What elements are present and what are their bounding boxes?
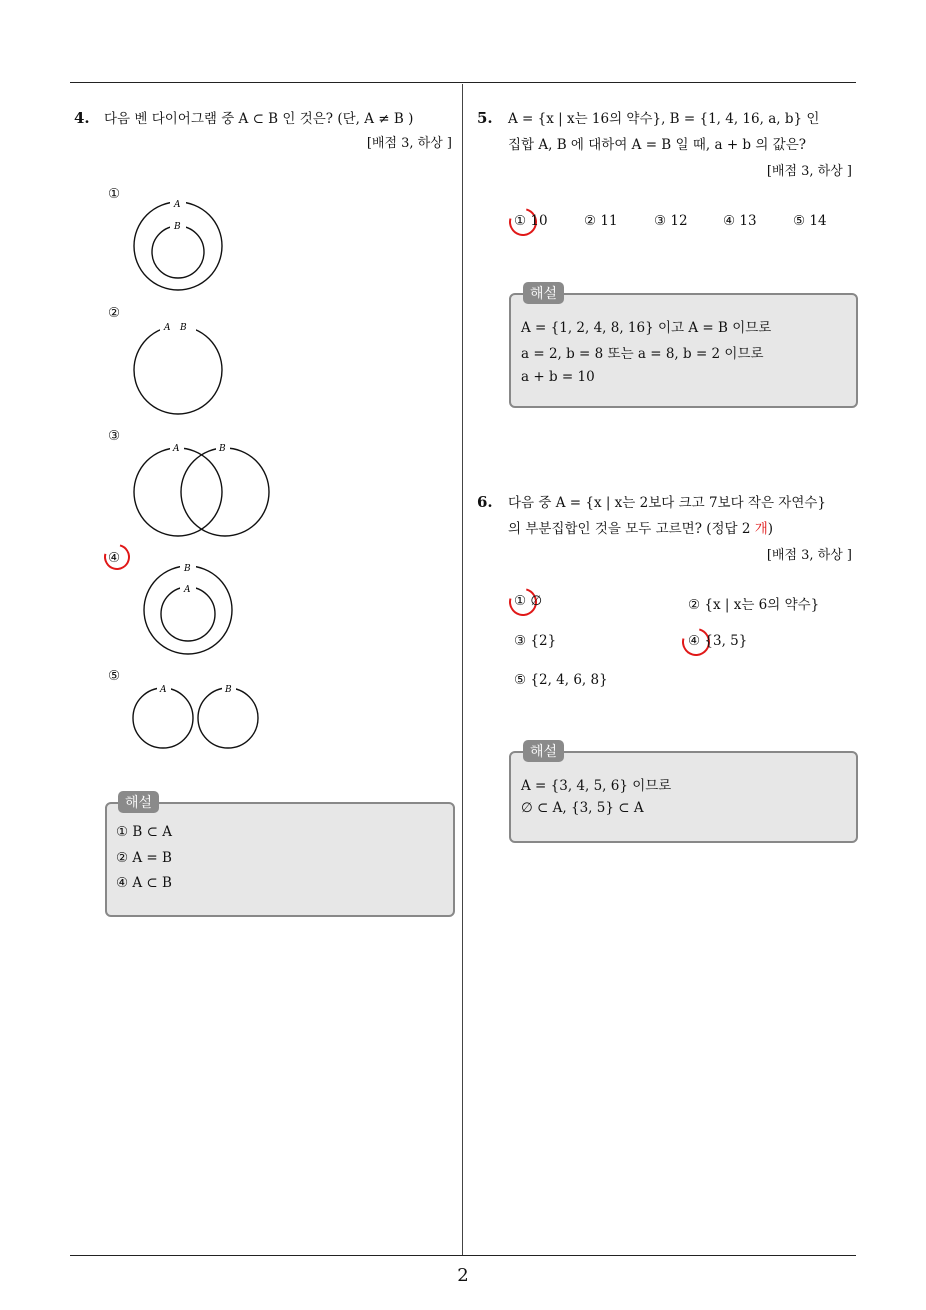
q4-option-4-label[interactable]: ④	[108, 550, 121, 566]
q6-solution-line-2: ∅ ⊂ A, {3, 5} ⊂ A	[521, 800, 644, 816]
q4-option-2-label[interactable]: ②	[108, 305, 121, 321]
q4-answer-mark	[99, 539, 135, 575]
q5-solution-line-3: a + b = 10	[521, 369, 595, 385]
q5-solution-line-2: a = 2, b = 8 또는 a = 8, b = 2 이므로	[521, 346, 764, 362]
q6-line-2-post: )	[767, 521, 774, 537]
q4-solution-tag: 해설	[118, 791, 159, 813]
page-number: 2	[457, 1265, 469, 1286]
venn-2-label-b: B	[180, 323, 187, 333]
bottom-rule	[70, 1255, 856, 1256]
venn-5-label-b: B	[225, 685, 232, 695]
q4-score: [배점 3, 하상 ]	[366, 136, 452, 151]
q4-option-5-label[interactable]: ⑤	[108, 668, 121, 684]
q6-option-1[interactable]: ① ∅	[514, 593, 543, 609]
q6-option-4[interactable]: ④ {3, 5}	[688, 633, 748, 649]
venn-1-label-b: B	[174, 222, 181, 232]
q4-text: 다음 벤 다이어그램 중 A ⊂ B 인 것은? (단, A ≠ B )	[104, 111, 414, 127]
q4-venn-1	[130, 196, 230, 296]
q5-line-2: 집합 A, B 에 대하여 A = B 일 때, a + b 의 값은?	[508, 137, 807, 153]
venn-2-label-a: A	[164, 323, 171, 333]
q6-score: [배점 3, 하상 ]	[766, 548, 852, 563]
q6-line-2	[508, 516, 773, 542]
q6-solution-box	[509, 751, 858, 843]
q5-option-1[interactable]: ① 10	[514, 213, 548, 229]
q4-venn-2	[130, 318, 230, 418]
venn-3-label-a: A	[173, 444, 180, 454]
q5-number: 5.	[477, 109, 493, 127]
q6-solution-tag: 해설	[523, 740, 564, 762]
q5-option-3[interactable]: ③ 12	[654, 213, 688, 229]
q4-venn-5	[130, 682, 265, 754]
q4-solution-line-2: ② A = B	[116, 850, 172, 866]
q5-score: [배점 3, 하상 ]	[766, 164, 852, 179]
top-rule	[70, 82, 856, 83]
venn-4-label-a: A	[184, 585, 191, 595]
q6-line-2-red: 개	[754, 521, 768, 537]
q4-venn-4	[140, 562, 240, 662]
venn-5-label-a: A	[160, 685, 167, 695]
column-divider	[462, 84, 463, 1256]
q6-line-2-pre: 의 부분집합인 것을 모두 고르면? (정답 2	[508, 521, 755, 537]
q4-solution-line-1: ① B ⊂ A	[116, 824, 172, 840]
venn-4-label-b: B	[184, 564, 191, 574]
q6-number: 6.	[477, 493, 493, 511]
venn-1-label-a: A	[174, 200, 181, 210]
q6-option-5[interactable]: ⑤ {2, 4, 6, 8}	[514, 672, 608, 688]
q6-option-2[interactable]: ② {x | x는 6의 약수}	[688, 597, 820, 613]
q5-solution-tag: 해설	[523, 282, 564, 304]
q5-option-4[interactable]: ④ 13	[723, 213, 757, 229]
q6-solution-line-1: A = {3, 4, 5, 6} 이므로	[521, 778, 672, 794]
q6-line-1: 다음 중 A = {x | x는 2보다 크고 7보다 작은 자연수}	[508, 495, 827, 511]
q4-venn-3	[130, 440, 275, 540]
q4-number: 4.	[74, 109, 90, 127]
q5-option-5[interactable]: ⑤ 14	[793, 213, 827, 229]
q4-solution-line-3: ④ A ⊂ B	[116, 875, 172, 891]
q4-option-3-label[interactable]: ③	[108, 428, 121, 444]
q5-solution-line-1: A = {1, 2, 4, 8, 16} 이고 A = B 이므로	[521, 320, 772, 336]
q4-option-1-label[interactable]: ①	[108, 186, 121, 202]
q5-option-2[interactable]: ② 11	[584, 213, 618, 229]
q5-line-1: A = {x | x는 16의 약수}, B = {1, 4, 16, a, b} 인	[508, 111, 820, 127]
q6-option-3[interactable]: ③ {2}	[514, 633, 557, 649]
venn-3-label-b: B	[219, 444, 226, 454]
